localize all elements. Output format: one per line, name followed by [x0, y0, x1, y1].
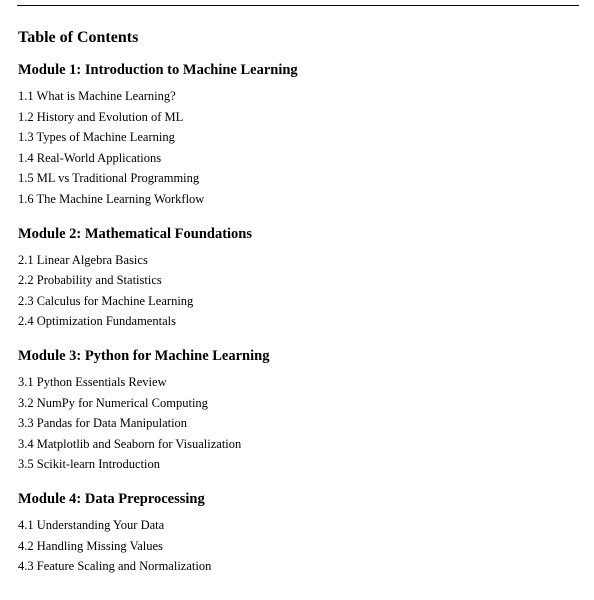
lesson-link[interactable]: 1.6 The Machine Learning Workflow: [18, 191, 205, 206]
lesson-link[interactable]: 1.5 ML vs Traditional Programming: [18, 171, 200, 186]
module-heading: Module 1: Introduction to Machine Learning: [18, 62, 298, 78]
lesson-list: [18, 515, 578, 577]
top-divider: [17, 5, 579, 6]
module-4: [18, 489, 578, 577]
module-heading: Module 3: Python for Machine Learning: [18, 347, 270, 364]
module-heading: Module 2: Mathematical Foundations: [18, 225, 253, 242]
module-heading: Module 4: Data Preprocessing: [18, 490, 205, 507]
lesson-link[interactable]: 3.4 Matplotlib and Seaborn for Visualization: [18, 436, 242, 451]
lesson-link[interactable]: 3.2 NumPy for Numerical Computing: [18, 395, 208, 410]
lesson-link[interactable]: 4.1 Understanding Your Data: [18, 517, 165, 532]
toc-title: Table of Contents: [18, 29, 139, 46]
lesson-link[interactable]: 1.2 History and Evolution of ML: [18, 109, 184, 124]
lesson-link[interactable]: 1.1 What is Machine Learning?: [18, 89, 176, 103]
lesson-link[interactable]: 1.4 Real-World Applications: [18, 150, 162, 165]
lesson-link[interactable]: 2.4 Optimization Fundamentals: [18, 314, 176, 329]
lesson-list: [18, 86, 578, 210]
lesson-link[interactable]: 3.3 Pandas for Data Manipulation: [18, 416, 188, 431]
lesson-link[interactable]: 2.3 Calculus for Machine Learning: [18, 293, 194, 308]
lesson-link[interactable]: 4.2 Handling Missing Values: [18, 538, 163, 553]
lesson-link[interactable]: 2.2 Probability and Statistics: [18, 273, 162, 288]
module-2: [18, 224, 578, 332]
lesson-link[interactable]: 2.1 Linear Algebra Basics: [18, 252, 148, 267]
lesson-link[interactable]: 1.3 Types of Machine Learning: [18, 130, 175, 145]
module-1: [18, 60, 578, 210]
table-of-contents: [18, 26, 578, 577]
lesson-link[interactable]: 4.3 Feature Scaling and Normalization: [18, 559, 212, 574]
lesson-list: [18, 372, 578, 475]
lesson-list: [18, 250, 578, 332]
lesson-link[interactable]: 3.5 Scikit-learn Introduction: [18, 457, 160, 472]
lesson-link[interactable]: 3.1 Python Essentials Review: [18, 374, 167, 389]
module-3: [18, 346, 578, 475]
